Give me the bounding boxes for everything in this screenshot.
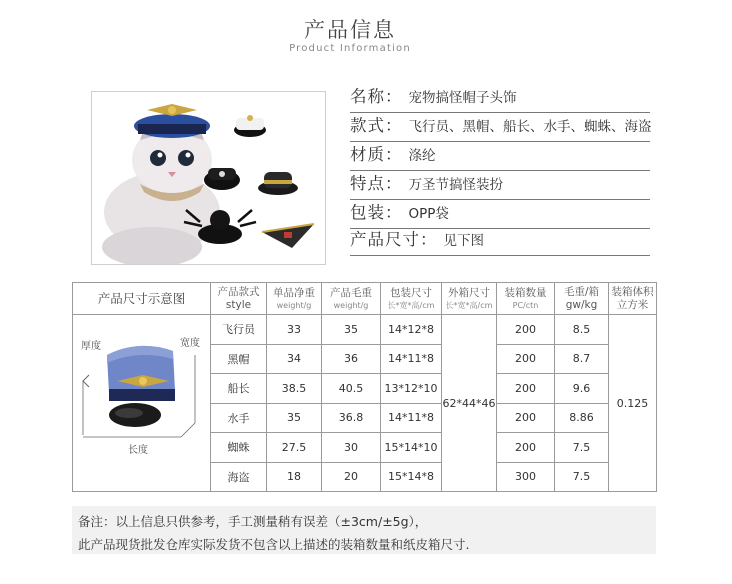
header-volume <box>609 283 657 315</box>
cell-net: 34 <box>267 344 322 374</box>
diagram-label-thickness: 厚度 <box>81 341 101 352</box>
cell-gross: 35 <box>322 315 381 345</box>
notes-box <box>72 506 656 554</box>
cell-style: 蜘蛛 <box>211 433 267 463</box>
page-subtitle: Product Information <box>289 43 411 54</box>
cell-qty: 200 <box>497 403 555 433</box>
note-line: 备注：以上信息只供参考，手工测量稍有误差（±3cm/±5g）， <box>78 514 428 529</box>
spec-value: 飞行员、黑帽、船长、水手、蜘蛛、海盗 <box>408 119 652 135</box>
header-line1: 产品款式 <box>217 285 260 298</box>
header-line2: gw/kg <box>565 298 598 311</box>
cell-gw: 8.5 <box>555 315 609 345</box>
header-line1: 装箱体积 <box>611 285 654 298</box>
cell-gross: 36 <box>322 344 381 374</box>
cell-style: 海盗 <box>211 462 267 492</box>
spec-label: 名称： <box>350 87 403 106</box>
spec-label: 材质： <box>350 145 403 164</box>
cell-gw: 8.86 <box>555 403 609 433</box>
spec-size <box>350 228 650 256</box>
cell-qty: 300 <box>497 462 555 492</box>
spec-material <box>350 143 650 171</box>
spec-value: OPP袋 <box>408 206 449 222</box>
header-line2: weight/g <box>333 300 369 310</box>
cat-with-hats-illustration <box>92 92 325 264</box>
header-line2: style <box>225 298 252 311</box>
spec-value: 涤纶 <box>408 148 436 164</box>
cell-style: 船长 <box>211 374 267 404</box>
cell-qty: 200 <box>497 374 555 404</box>
note-line: 此产品现货批发仓库实际发货不包含以上描述的装箱数量和纸皮箱尺寸. <box>78 537 470 552</box>
product-photo <box>91 91 326 265</box>
cell-net: 35 <box>267 403 322 433</box>
spec-value: 见下图 <box>443 233 484 249</box>
size-table <box>72 282 657 492</box>
cell-pack: 13*12*10 <box>381 374 442 404</box>
header-line2: 长*宽*高/cm <box>445 300 493 310</box>
table-header-row <box>73 283 657 315</box>
spec-package <box>350 201 650 229</box>
header-line2: weight/g <box>276 300 312 310</box>
spec-value: 万圣节搞怪装扮 <box>408 177 503 193</box>
header-diagram: 产品尺寸示意图 <box>73 283 211 315</box>
cell-net: 27.5 <box>267 433 322 463</box>
cell-style: 飞行员 <box>211 315 267 345</box>
spec-label: 款式： <box>350 116 403 135</box>
cell-net: 33 <box>267 315 322 345</box>
header-line1: 外箱尺寸 <box>448 286 490 299</box>
cell-gross: 30 <box>322 433 381 463</box>
cell-net: 38.5 <box>267 374 322 404</box>
diagram-label-width: 宽度 <box>180 338 200 349</box>
cell-qty: 200 <box>497 315 555 345</box>
header-gross-weight <box>322 283 381 315</box>
header-net-weight <box>267 283 322 315</box>
cell-pack: 15*14*8 <box>381 462 442 492</box>
cell-gw: 9.6 <box>555 374 609 404</box>
header-line2: PC/ctn <box>512 300 539 310</box>
cell-gross: 36.8 <box>322 403 381 433</box>
cell-pack: 14*12*8 <box>381 315 442 345</box>
header-line1: 毛重/箱 <box>563 285 600 298</box>
header-quantity <box>497 283 555 315</box>
spec-label: 产品尺寸： <box>350 230 438 249</box>
header-box-gross <box>555 283 609 315</box>
header-style <box>211 283 267 315</box>
header-outer-size <box>442 283 497 315</box>
header-line1: 单品净重 <box>273 286 315 299</box>
cell-style: 水手 <box>211 403 267 433</box>
header-line1: 包装尺寸 <box>390 286 432 299</box>
header-line2: 长*宽*高/cm <box>387 300 435 310</box>
cell-volume: 0.125 <box>609 315 657 492</box>
page-title: 产品信息 <box>304 18 396 42</box>
spec-label: 包装： <box>350 203 403 222</box>
diagram-label-length: 长度 <box>128 445 148 456</box>
spec-feature <box>350 172 650 200</box>
cell-outer-size: 62*44*46 <box>442 315 497 492</box>
header-line1: 产品毛重 <box>330 286 372 299</box>
cell-net: 18 <box>267 462 322 492</box>
cell-pack: 15*14*10 <box>381 433 442 463</box>
header-line2: 立方米 <box>616 298 649 311</box>
cell-gw: 7.5 <box>555 462 609 492</box>
cell-gross: 20 <box>322 462 381 492</box>
cell-style: 黑帽 <box>211 344 267 374</box>
spec-label: 特点： <box>350 174 403 193</box>
spec-style <box>350 114 650 142</box>
cell-gw: 8.7 <box>555 344 609 374</box>
spec-name <box>350 85 650 113</box>
table-row <box>73 315 657 345</box>
cell-pack: 14*11*8 <box>381 344 442 374</box>
cell-qty: 200 <box>497 344 555 374</box>
spec-value: 宠物搞怪帽子头饰 <box>408 90 517 106</box>
cell-pack: 14*11*8 <box>381 403 442 433</box>
cell-gross: 40.5 <box>322 374 381 404</box>
cell-qty: 200 <box>497 433 555 463</box>
header-line1: 装箱数量 <box>504 286 547 299</box>
header-package-size <box>381 283 442 315</box>
size-diagram-cell <box>73 315 211 492</box>
cell-gw: 7.5 <box>555 433 609 463</box>
